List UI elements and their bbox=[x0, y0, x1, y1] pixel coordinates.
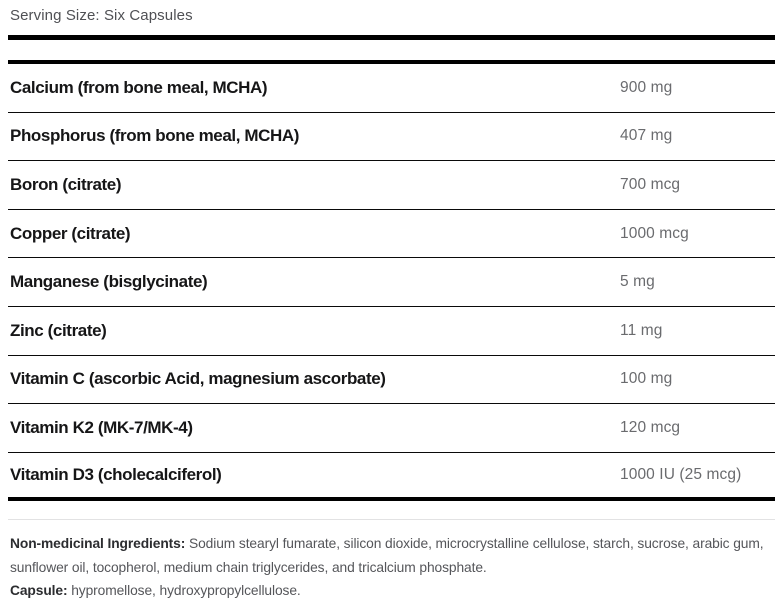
table-row bbox=[8, 161, 775, 210]
nutrient-name: Copper (citrate) bbox=[10, 223, 131, 243]
nutrient-name: Boron (citrate) bbox=[10, 174, 122, 194]
supplement-facts-panel bbox=[8, 0, 775, 603]
nutrient-amount: 700 mcg bbox=[620, 175, 681, 193]
nutrient-amount: 5 mg bbox=[620, 273, 655, 291]
table-row bbox=[8, 258, 775, 307]
table-row bbox=[8, 356, 775, 405]
nutrient-amount: 1000 mcg bbox=[620, 224, 689, 242]
nutrient-amount: 407 mg bbox=[620, 127, 673, 145]
nutrient-amount: 11 mg bbox=[620, 321, 663, 339]
nutrient-name: Vitamin K2 (MK-7/MK-4) bbox=[10, 417, 193, 437]
table-row bbox=[8, 404, 775, 453]
nutrient-amount: 100 mg bbox=[620, 370, 673, 388]
table-row bbox=[8, 210, 775, 259]
nutrient-table bbox=[8, 60, 775, 501]
capsule-text: hypromellose, hydroxypropylcellulose. bbox=[67, 583, 301, 599]
capsule-ingredients bbox=[10, 579, 770, 603]
nutrient-amount: 120 mcg bbox=[620, 418, 681, 436]
table-row bbox=[8, 113, 775, 162]
nutrient-name: Calcium (from bone meal, MCHA) bbox=[10, 77, 268, 97]
nutrient-name: Vitamin C (ascorbic Acid, magnesium ascorbate) bbox=[10, 369, 386, 389]
table-row bbox=[8, 307, 775, 356]
non-medicinal-label: Non-medicinal Ingredients: bbox=[10, 536, 186, 552]
serving-size-text: Serving Size: Six Capsules bbox=[10, 7, 193, 24]
table-row bbox=[8, 64, 775, 113]
capsule-label: Capsule: bbox=[10, 583, 68, 599]
table-row bbox=[8, 453, 775, 502]
non-medicinal-text: Sodium stearyl fumarate, silicon dioxide, microcrystalline cellulose, starch, sucrose, arabic gum, sunflower oil, tocopherol, medium chain triglycerides, and tricalcium phosphate. bbox=[10, 536, 764, 575]
nutrient-name: Zinc (citrate) bbox=[10, 320, 107, 340]
nutrient-name: Manganese (bisglycinate) bbox=[10, 272, 208, 292]
nutrient-amount: 1000 IU (25 mcg) bbox=[620, 466, 742, 484]
nutrient-name: Vitamin D3 (cholecalciferol) bbox=[10, 465, 222, 485]
top-thick-rule bbox=[8, 35, 775, 40]
non-medicinal-ingredients bbox=[10, 532, 770, 579]
footer-divider bbox=[8, 519, 775, 520]
nutrient-amount: 900 mg bbox=[620, 78, 673, 96]
nutrient-name: Phosphorus (from bone meal, MCHA) bbox=[10, 126, 300, 146]
